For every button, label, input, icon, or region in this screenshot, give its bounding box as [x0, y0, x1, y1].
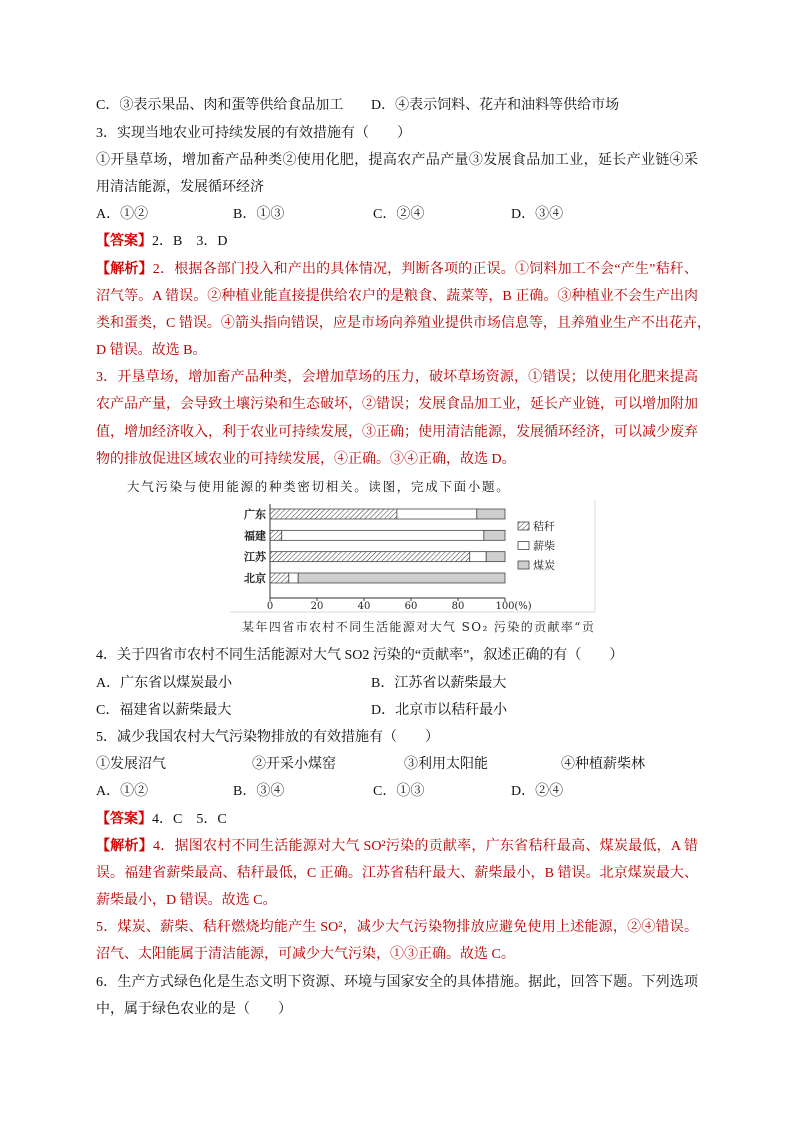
- chart-bar-segment: [270, 509, 397, 519]
- chart-legend-label: 煤炭: [533, 559, 555, 573]
- q4-choice-d: D．北京市以秸秆最小: [371, 702, 508, 718]
- chart-x-tick-label: 60: [404, 601, 418, 613]
- analysis-line: 沼气、太阳能属于清洁能源，可减少大气污染，①③正确。故选 C。: [96, 947, 515, 963]
- chart-category-label: 广东: [244, 508, 266, 522]
- q6-stem-line: 中，属于绿色农业的是（ ）: [96, 1001, 292, 1017]
- q4-choice-c: C．福建省以薪柴最大: [96, 702, 232, 718]
- analysis-line: D 错误。故选 B。: [96, 343, 207, 359]
- analysis-tag: 【解析】: [96, 261, 153, 277]
- chart-bar-segment: [477, 509, 505, 519]
- q5-items-row: [96, 751, 698, 778]
- q5-item: ①发展沼气: [96, 757, 166, 773]
- q5-choice-b: B．③④: [233, 784, 285, 800]
- q2-option-c: C．③表示果品、肉和蛋等供给食品加工: [96, 98, 344, 114]
- analysis-line: [96, 833, 698, 860]
- q5-stem: 5．减少我国农村大气污染物排放的有效措施有（ ）: [96, 729, 439, 745]
- chart-caption: 某年四省市农村不同生活能源对大气 SO₂ 污染的贡献率“贡: [242, 620, 596, 635]
- chart-bar-segment: [289, 573, 298, 583]
- analysis-line: 薪柴最小，D 错误。故选 C。: [96, 893, 277, 909]
- q5-choice-c: C．①③: [373, 784, 425, 800]
- chart-x-tick-label: 80: [451, 601, 465, 613]
- answer-tag: 【答案】: [96, 234, 152, 250]
- analysis-line: 类和蛋类，C 错误。④箭头指向错误，应是市场向养殖业提供市场信息等，且养殖业生产不出花卉，: [96, 315, 711, 331]
- chart-bar-segment: [270, 552, 470, 562]
- chart-category-label: 江苏: [244, 550, 266, 564]
- q3-choice-d: D．③④: [511, 207, 564, 223]
- q3-choice-c: C．②④: [373, 207, 425, 223]
- chart-bar-segment: [484, 531, 505, 541]
- chart-x-tick-label: 40: [357, 601, 371, 613]
- answer-tag: 【答案】: [96, 811, 152, 827]
- q5-choices-row: [96, 778, 698, 805]
- document-body: [96, 92, 711, 1023]
- answer-2-3: [96, 228, 698, 255]
- chart-legend-label: 秸秆: [533, 520, 555, 534]
- chart-legend-swatch: [518, 561, 529, 569]
- chart-bar-segment: [270, 531, 282, 541]
- q4-choice-a: A．广东省以煤炭最小: [96, 675, 233, 691]
- chart-x-tick-label: 100: [495, 601, 515, 613]
- q5-item: ④种植薪柴林: [561, 757, 645, 773]
- analysis-line: 误。福建省薪柴最高、秸秆最低，C 正确。江苏省秸秆最大、薪柴最小，B 错误。北京煤炭最大、: [96, 865, 698, 881]
- chart-bar-segment: [270, 573, 289, 583]
- q5-choice-a: A．①②: [96, 784, 149, 800]
- chart-bar-segment: [470, 552, 486, 562]
- q6-stem-line: 6．生产方式绿色化是生态文明下资源、环境与国家安全的具体措施。据此，回答下题。下列选项: [96, 974, 698, 990]
- answer-text: 4．C 5．C: [152, 811, 227, 827]
- q4-choices-row: [96, 670, 698, 697]
- answer-text: 2．B 3．D: [152, 234, 228, 250]
- chart-x-tick-label: 0: [266, 601, 274, 613]
- chart-legend-swatch: [518, 542, 529, 550]
- chart-x-unit-label: (%): [514, 601, 532, 613]
- analysis-line: 物的排放促进区域农业的可持续发展，④正确。③④正确，故选 D。: [96, 451, 516, 467]
- q3-choice-a: A．①②: [96, 207, 149, 223]
- analysis-line: [96, 256, 698, 283]
- analysis-tag: 【解析】: [96, 838, 154, 854]
- chart-legend-label: 薪柴: [533, 539, 555, 553]
- chart-x-tick-label: 20: [310, 601, 324, 613]
- energy-contribution-chart: [96, 500, 698, 642]
- q3-items-line: ①开垦草场，增加畜产品种类②使用化肥，提高农产品产量③发展食品加工业，延长产业链④采: [96, 152, 698, 168]
- analysis-line: 农产品产量，会导致土壤污染和生态破坏，②错误；发展食品加工业，延长产业链，可以增加附加: [96, 397, 698, 413]
- q4-choice-b: B．江苏省以薪柴最大: [371, 675, 507, 691]
- q3-choice-b: B．①③: [233, 207, 285, 223]
- chart-category-label: 北京: [244, 572, 266, 586]
- analysis-line: 3．开垦草场，增加畜产品种类，会增加草场的压力，破坏草场资源，①错误；以使用化肥来提高: [96, 370, 698, 386]
- q4-choices-row: [96, 697, 698, 724]
- q2-option-d: D．④表示饲料、花卉和油料等供给市场: [371, 98, 620, 114]
- q3-stem: 3．实现当地农业可持续发展的有效措施有（ ）: [96, 125, 411, 141]
- chart-bar-segment: [282, 531, 484, 541]
- analysis-line: 值，增加经济收入，利于农业可持续发展，③正确；使用清洁能源，发展循环经济，可以减少废弃: [96, 424, 698, 440]
- q5-item: ③利用太阳能: [404, 757, 488, 773]
- q5-item: ②开采小煤窑: [252, 757, 336, 773]
- analysis-line: 沼气等。A 错误。②种植业能直接提供给农户的是粮食、蔬菜等，B 正确。③种植业不会生产出肉: [96, 288, 698, 304]
- q3-choices-row: [96, 201, 698, 228]
- chart-bar-segment: [486, 552, 505, 562]
- chart-category-label: 福建: [244, 529, 266, 543]
- chart-legend-swatch: [518, 522, 529, 530]
- analysis-line: 5．煤炭、薪柴、秸秆燃烧均能产生 SO²，减少大气污染物排放应避免使用上述能源，②④错误。: [96, 920, 698, 936]
- answer-4-5: [96, 806, 698, 833]
- q3-items-line: 用清洁能源，发展循环经济: [96, 179, 264, 195]
- chart-bar-segment: [397, 509, 477, 519]
- analysis-text: 4．据图农村不同生活能源对大气 SO²污染的贡献率，广东省秸秆最高、煤炭最低，A 错: [153, 838, 699, 854]
- analysis-text: 2．根据各部门投入和产出的具体情况，判断各项的正误。①饲料加工不会“产生”秸秆、: [152, 261, 698, 277]
- chart-bar-segment: [298, 573, 505, 583]
- chart-svg: [96, 500, 698, 616]
- material-intro: 大气污染与使用能源的种类密切相关。读图，完成下面小题。: [127, 479, 511, 495]
- q2-options-row: [96, 92, 698, 119]
- q4-stem: 4．关于四省市农村不同生活能源对大气 SO2 污染的“贡献率”，叙述正确的有（ ）: [96, 648, 624, 664]
- q5-choice-d: D．②④: [511, 784, 564, 800]
